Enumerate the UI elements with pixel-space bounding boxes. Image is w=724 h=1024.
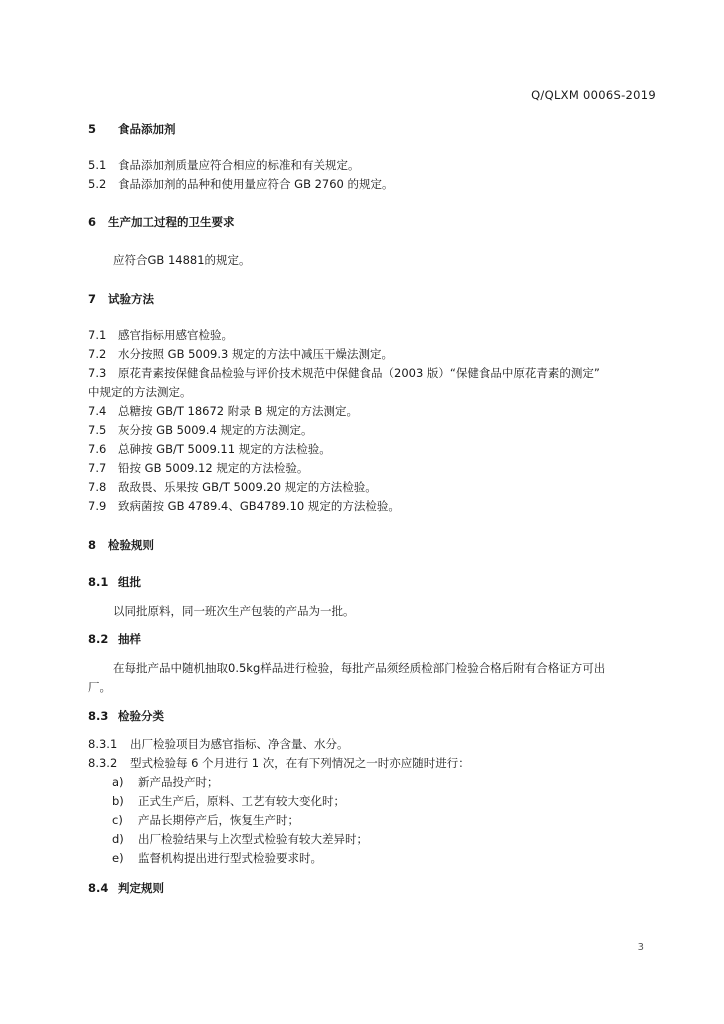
clause-number: 7.4 [88,404,107,418]
list-marker: c) [112,813,123,827]
subsection-number: 8.1 [88,575,109,589]
subsection-8-2-title [88,631,141,647]
clause-number: 7.7 [88,461,107,475]
clause-number: 7.1 [88,328,107,342]
list-text: 正式生产后，原料、工艺有较大变化时； [138,794,345,808]
section-title: 生产加工过程的卫生要求 [108,215,235,229]
clause-8-3-2 [88,755,470,771]
clause-text: 型式检验每 6 个月进行 1 次，在有下列情况之一时亦应随时进行： [130,756,470,770]
section-title: 食品添加剂 [118,122,176,136]
section-5-title [88,121,176,137]
section-number: 6 [88,215,97,229]
clause-7-4 [88,403,358,419]
clause-text: 感官指标用感官检验。 [118,328,233,342]
section-6-title [88,214,235,230]
clause-5-2 [88,176,394,192]
clause-7-9 [88,498,400,514]
subsection-8-3-title [88,708,164,724]
subsection-title: 组批 [118,575,141,589]
list-text: 出厂检验结果与上次型式检验有较大差异时； [138,832,368,846]
clause-text: 食品添加剂的品种和使用量应符合 GB 2760 的规定。 [118,177,394,191]
clause-text: 敌敌畏、乐果按 GB/T 5009.20 规定的方法检验。 [118,480,377,494]
clause-7-6 [88,441,331,457]
clause-number: 8.3.2 [88,756,118,770]
clause-number: 5.2 [88,177,107,191]
clause-number: 7.8 [88,480,107,494]
clause-text: 总糖按 GB/T 18672 附录 B 规定的方法测定。 [118,404,358,418]
list-marker: b) [112,794,124,808]
clause-7-5 [88,422,313,438]
subsection-title: 抽样 [118,632,141,646]
clause-text: 水分按照 GB 5009.3 规定的方法中减压干燥法测定。 [118,347,394,361]
section-number: 7 [88,292,97,306]
list-marker: e) [112,851,124,865]
section-8-title [88,537,154,553]
list-marker: d) [112,832,124,846]
clause-7-7 [88,460,308,476]
clause-8-3-1 [88,736,349,752]
clause-text: 原花青素按保健食品检验与评价技术规范中保健食品（2003 版）“保健食品中原花青素的测定” [118,366,600,380]
clause-number: 5.1 [88,158,107,172]
clause-number: 7.2 [88,347,107,361]
clause-text: 铅按 GB 5009.12 规定的方法检验。 [118,461,309,475]
clause-7-3 [88,365,600,381]
clause-number: 8.3.1 [88,737,118,751]
list-item-e [112,850,322,866]
subsection-number: 8.2 [88,632,109,646]
list-text: 监督机构提出进行型式检验要求时。 [138,851,322,865]
clause-number: 7.5 [88,423,107,437]
list-item-a [112,774,219,790]
clause-text: 食品添加剂质量应符合相应的标准和有关规定。 [118,158,360,172]
list-text: 产品长期停产后，恢复生产时； [138,813,299,827]
subsection-title: 检验分类 [118,709,164,723]
section-number: 8 [88,538,97,552]
clause-number: 7.9 [88,499,107,513]
subsection-number: 8.4 [88,881,109,895]
subsection-8-2-paragraph-continued: 厂。 [88,680,111,694]
clause-text: 总砷按 GB/T 5009.11 规定的方法检验。 [118,442,331,456]
section-title: 检验规则 [108,538,154,552]
clause-text: 致病菌按 GB 4789.4、GB4789.10 规定的方法检验。 [118,499,400,513]
clause-number: 7.6 [88,442,107,456]
section-6-paragraph: 应符合GB 14881的规定。 [113,253,251,267]
clause-7-3-continued: 中规定的方法测定。 [88,385,192,399]
subsection-8-1-title [88,574,141,590]
clause-text: 灰分按 GB 5009.4 规定的方法测定。 [118,423,313,437]
list-marker: a) [112,775,124,789]
list-text: 新产品投产时； [138,775,219,789]
document-code: Q/QLXM 0006S-2019 [531,88,656,102]
subsection-number: 8.3 [88,709,109,723]
subsection-8-1-paragraph: 以同批原料，同一班次生产包装的产品为一批。 [113,604,355,618]
clause-7-1 [88,327,233,343]
clause-7-8 [88,479,377,495]
subsection-title: 判定规则 [118,881,164,895]
subsection-8-4-title [88,880,164,896]
clause-7-2 [88,346,393,362]
list-item-b [112,793,345,809]
subsection-8-2-paragraph: 在每批产品中随机抽取0.5kg样品进行检验，每批产品须经质检部门检验合格后附有合格证方可出 [113,661,606,675]
clause-text: 出厂检验项目为感官指标、净含量、水分。 [130,737,349,751]
page-number: 3 [637,942,644,953]
section-7-title [88,291,154,307]
section-title: 试验方法 [108,292,154,306]
section-number: 5 [88,122,97,136]
list-item-d [112,831,368,847]
list-item-c [112,812,299,828]
clause-number: 7.3 [88,366,107,380]
clause-5-1 [88,157,360,173]
